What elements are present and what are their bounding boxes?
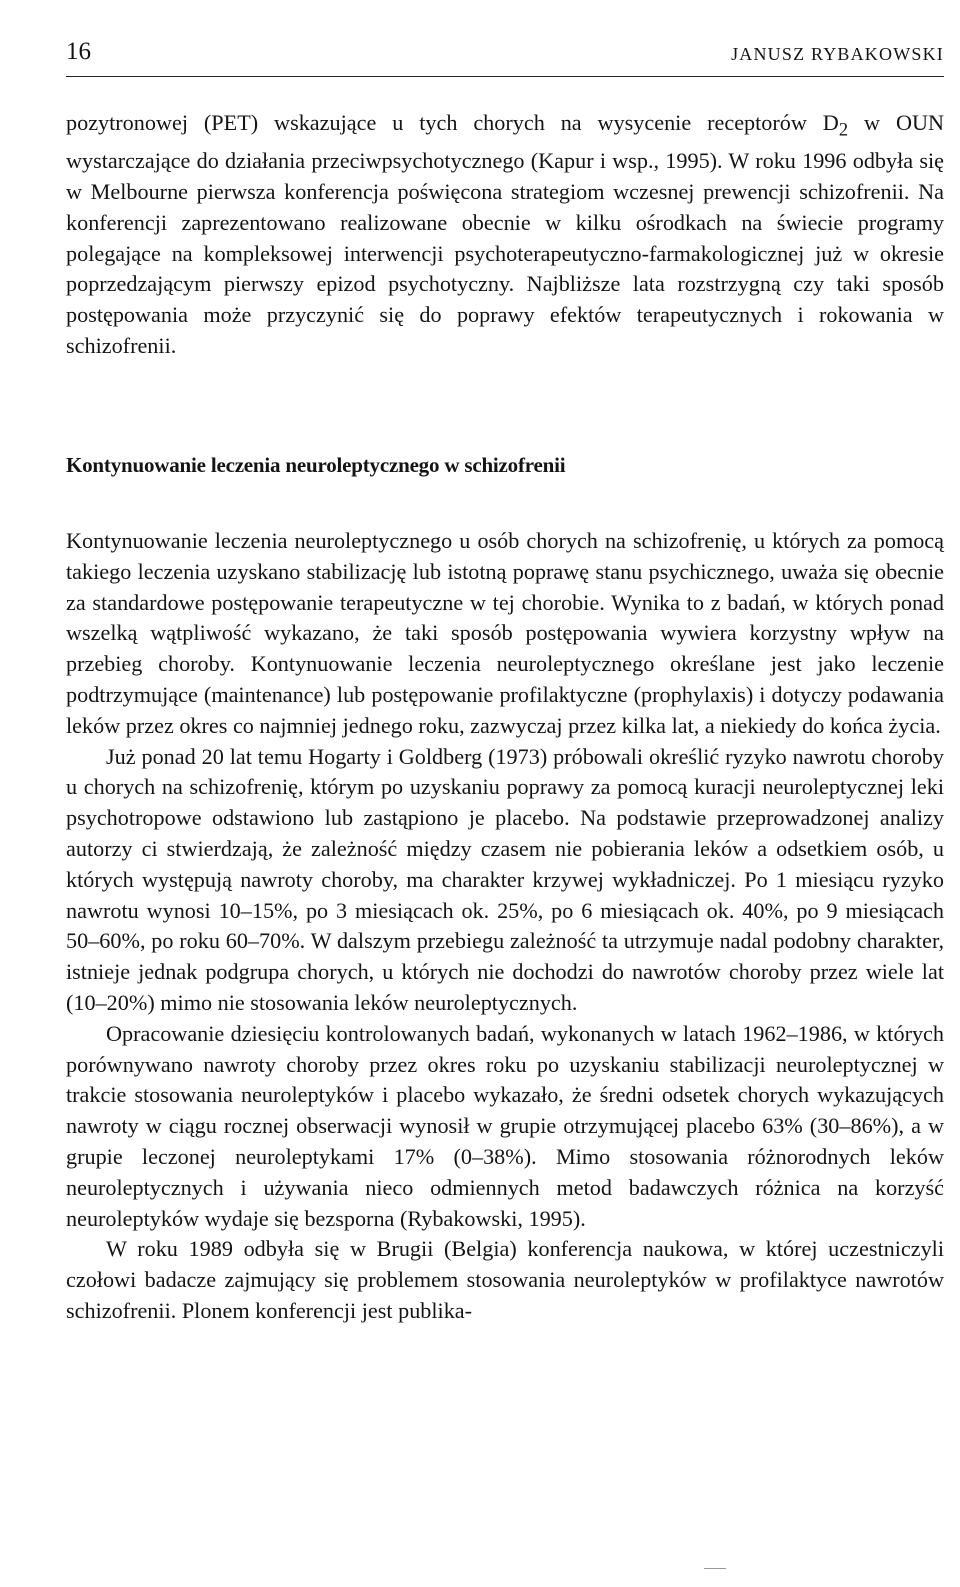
section-body	[66, 526, 944, 1327]
body-paragraph: Już ponad 20 lat temu Hogarty i Goldberg (1973) próbowali określić ryzyko nawrotu choroby u chorych na schizofrenię, którym po uzyskaniu poprawy za pomocą kuracji neuroleptycznej leki psychotropowe odstawiono lub zastąpiono je placebo. Na podstawie przeprowadzonej analizy autorzy ci stwierdzają, że zależność między czasem nie pobierania leków a odsetkiem osób, u których występują nawroty choroby, ma charakter krzywej wykładniczej. Po 1 miesiącu ryzyko nawrotu wynosi 10–15%, po 3 miesiącach ok. 25%, po 6 miesiącach ok. 40%, po 9 miesiącach 50–60%, po roku 60–70%. W dalszym przebiegu zależność ta utrzymuje nadal podobny charakter, istnieje jednak podgrupa chorych, u których nie dochodzi do nawrotów choroby przez wiele lat (10–20%) mimo nie stosowania leków neuroleptycznych.	[66, 743, 944, 1015]
footer-mark	[704, 1568, 726, 1569]
body-paragraph: W roku 1989 odbyła się w Brugii (Belgia) konferencja naukowa, w której uczestniczyli czołowi badacze zajmujący się problemem stosowania neuroleptyków w profilaktyce nawrotów schizofrenii. Plonem konferencji jest publika-	[66, 1236, 944, 1323]
intro-paragraph	[66, 108, 944, 362]
section-heading: Kontynuowanie leczenia neuroleptycznego w schizofrenii	[66, 453, 566, 477]
page-number: 16	[66, 38, 91, 65]
intro-block	[66, 108, 944, 362]
intro-text-start: pozytronowej (PET) wskazujące u tych chorych na wysycenie receptorów D	[66, 110, 839, 135]
body-paragraph: Kontynuowanie leczenia neuroleptycznego u osób chorych na schizofrenię, u których za pomocą takiego leczenia uzyskano stabilizację lub istotną poprawę stanu psychicznego, uważa się obecnie za standardowe postępowanie terapeutyczne w tej chorobie. Wynika to z badań, w których ponad wszelką wątpliwość wykazano, że taki sposób postępowania wywiera korzystny wpływ na przebieg choroby. Kontynuowanie leczenia neuroleptycznego określane jest jako leczenie podtrzymujące (maintenance) lub postępowanie profilaktyczne (prophylaxis) i dotyczy podawania leków przez okres co najmniej jednego roku, zazwyczaj przez kilka lat, a niekiedy do końca życia.	[66, 528, 944, 738]
body-paragraph: Opracowanie dziesięciu kontrolowanych badań, wykonanych w latach 1962–1986, w których porównywano nawroty choroby przez okres roku po uzyskaniu stabilizacji neuroleptycznej w trakcie stosowania neuroleptyków i placebo wykazało, że średni odsetek chorych wykazujących nawroty w ciągu rocznej obserwacji wynosił w grupie otrzymującej placebo 63% (30–86%), a w grupie leczonej neuroleptykami 17% (0–38%). Mimo stosowania różnorodnych leków neuroleptycznych i używania nieco odmiennych metod badawczych różnica na korzyść neuroleptyków wydaje się bezsporna (Rybakowski, 1995).	[66, 1020, 944, 1231]
running-head: JANUSZ RYBAKOWSKI	[731, 44, 944, 64]
receptor-subscript: 2	[838, 120, 849, 141]
intro-text-end: w OUN wystarczające do działania przeciwpsychotycznego (Kapur i wsp., 1995). W roku 1996 odbyła się w Melbourne pierwsza konferencja poświęcona strategiom wczesnej prewencji schizofrenii. Na konferencji zaprezentowano realizowane obecnie w kilku ośrodkach na świecie programy polegające na kompleksowej interwencji psychoterapeutyczno-farmakologicznej już w okresie poprzedzającym pierwszy epizod psychotyczny. Najbliższe lata rozstrzygną czy taki sposób postępowania może przyczynić się do poprawy efektów terapeutycznych i rokowania w schizofrenii.	[66, 110, 945, 359]
page-header	[66, 38, 944, 77]
